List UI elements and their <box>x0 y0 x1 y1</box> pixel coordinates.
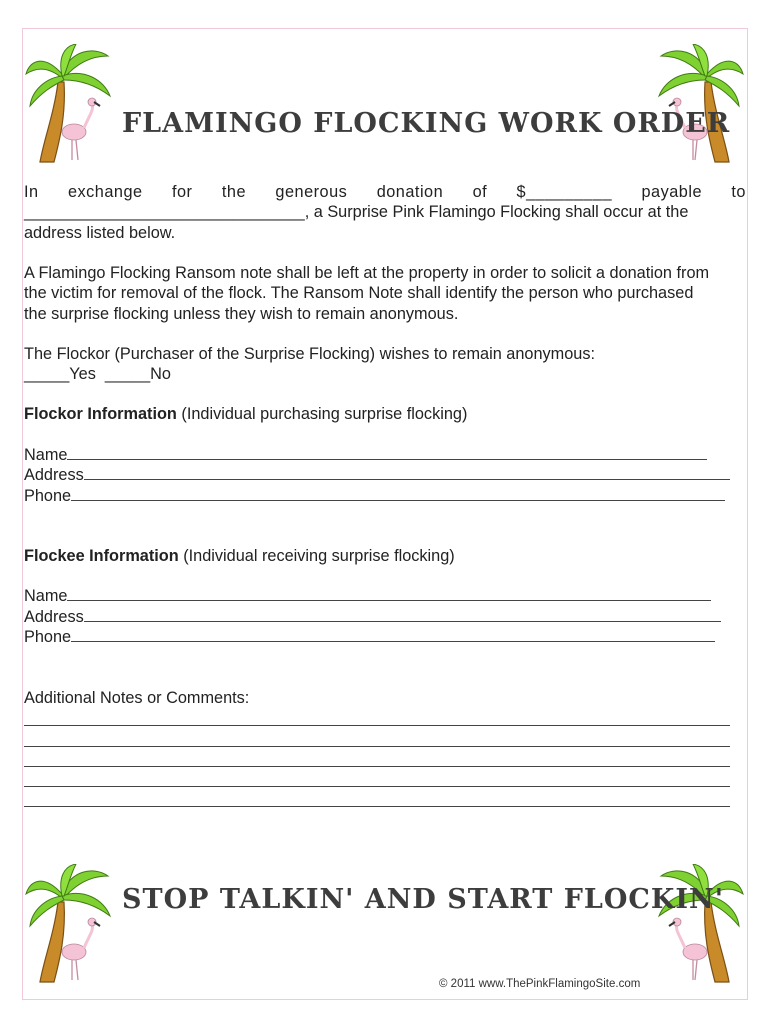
flockee-phone-row[interactable] <box>24 627 715 648</box>
intro-line-1: In exchange for the generous donation of $_________ payable to <box>24 183 746 201</box>
page-border <box>22 28 748 1000</box>
palm-flamingo-icon <box>655 44 745 164</box>
flockor-name-field[interactable] <box>67 445 707 460</box>
anonymous-question: The Flockor (Purchaser of the Surprise Flocking) wishes to remain anonymous: <box>24 345 595 363</box>
flockor-name-row[interactable] <box>24 445 707 466</box>
flockor-phone-field[interactable] <box>71 486 725 501</box>
flockor-heading <box>24 404 467 425</box>
flockor-address-row[interactable] <box>24 465 730 486</box>
ransom-line-1: A Flamingo Flocking Ransom note shall be left at the property in order to solicit a donation from <box>24 264 710 282</box>
ransom-line-2: the victim for removal of the flock. The Ransom Note shall identify the person who purchased <box>24 284 694 302</box>
flockee-name-label: Name <box>24 587 68 605</box>
flockee-heading <box>24 546 455 567</box>
page-title: FLAMINGO FLOCKING WORK ORDER <box>122 108 731 139</box>
anonymous-options[interactable]: _____Yes _____No <box>24 365 171 383</box>
flockor-heading-title: Flockor Information <box>24 405 177 423</box>
flockee-address-row[interactable] <box>24 607 721 628</box>
flockee-address-field[interactable] <box>84 607 721 622</box>
flockor-phone-row[interactable] <box>24 486 725 507</box>
flockor-name-label: Name <box>24 446 68 464</box>
palm-flamingo-icon <box>24 44 114 164</box>
flockee-phone-field[interactable] <box>71 627 715 642</box>
intro-line-3: address listed below. <box>24 224 176 242</box>
notes-label: Additional Notes or Comments: <box>24 689 250 707</box>
intro-line-2: _______________________________, a Surprise Pink Flamingo Flocking shall occur at the <box>24 203 689 221</box>
notes-line[interactable] <box>24 806 730 807</box>
flockor-phone-label: Phone <box>24 487 72 505</box>
flockor-address-field[interactable] <box>84 465 730 480</box>
notes-line[interactable] <box>24 766 730 767</box>
flockee-phone-label: Phone <box>24 628 72 646</box>
notes-line[interactable] <box>24 786 730 787</box>
flockee-heading-title: Flockee Information <box>24 547 179 565</box>
slogan: STOP TALKIN' AND START FLOCKIN' <box>122 884 724 915</box>
flockee-address-label: Address <box>24 608 84 626</box>
flockor-address-label: Address <box>24 466 84 484</box>
notes-line[interactable] <box>24 746 730 747</box>
flockee-name-row[interactable] <box>24 586 711 607</box>
flockee-heading-subtitle: (Individual receiving surprise flocking) <box>178 547 455 565</box>
palm-flamingo-icon <box>24 864 114 984</box>
flockor-heading-subtitle: (Individual purchasing surprise flocking) <box>176 405 468 423</box>
flockee-name-field[interactable] <box>67 586 711 601</box>
palm-flamingo-icon <box>655 864 745 984</box>
copyright-footer: © 2011 www.ThePinkFlamingoSite.com <box>439 978 641 990</box>
ransom-line-3: the surprise flocking unless they wish to remain anonymous. <box>24 305 459 323</box>
notes-line[interactable] <box>24 725 730 726</box>
